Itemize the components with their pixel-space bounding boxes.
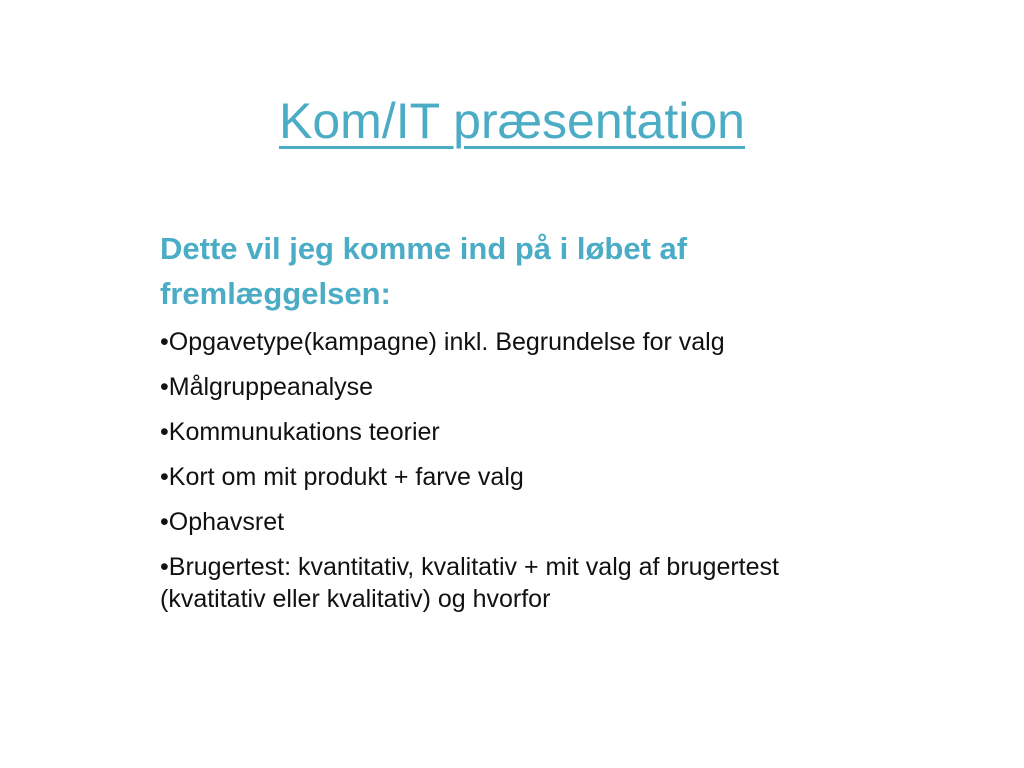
bullet-item — [160, 416, 860, 448]
bullet-text: Kommunukations teorier — [168, 418, 440, 446]
bullet-icon: • — [160, 328, 169, 356]
bullet-text: Målgruppeanalyse — [168, 373, 374, 401]
bullet-icon: • — [160, 553, 169, 581]
slide-content — [160, 226, 860, 628]
bullet-icon: • — [160, 373, 169, 401]
bullet-icon: • — [160, 508, 169, 536]
bullet-icon: • — [160, 418, 169, 446]
bullet-text: Brugertest: kvantitativ, kvalitativ + mit valg af brugertest (kvatitativ eller kvalitativ) og hvorfor — [160, 553, 779, 613]
bullet-item — [160, 371, 860, 403]
bullet-item — [160, 326, 860, 358]
bullet-item — [160, 551, 860, 615]
bullet-icon: • — [160, 463, 169, 491]
slide-title-text: Kom/IT præsentation — [279, 93, 745, 149]
bullet-text: Kort om mit produkt + farve valg — [168, 463, 524, 491]
bullet-item — [160, 461, 860, 493]
bullet-item — [160, 506, 860, 538]
bullet-text: Opgavetype(kampagne) inkl. Begrundelse for valg — [168, 328, 725, 356]
bullet-list — [160, 326, 860, 615]
slide-subtitle: Dette vil jeg komme ind på i løbet af fremlæggelsen: — [160, 231, 688, 311]
bullet-text: Ophavsret — [168, 508, 285, 536]
slide-title — [0, 88, 1024, 154]
